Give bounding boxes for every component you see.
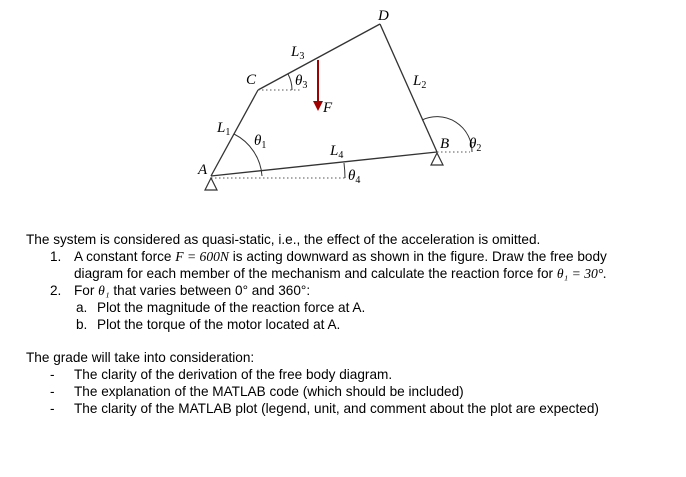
item-1-number: 1. — [50, 249, 62, 264]
sub-b-number: b. — [76, 317, 88, 332]
grade-bullet-1: - — [50, 367, 55, 382]
label-theta1: $\theta_1$ — [254, 133, 267, 151]
ground-support-a — [205, 178, 217, 190]
ground-support-b — [431, 153, 443, 165]
item-2-line: For θ₁ that varies between 0° and 360°: — [74, 283, 311, 298]
label-l2: $L_2$ — [413, 73, 427, 91]
sub-a-text: Plot the magnitude of the reaction force at A. — [97, 300, 366, 315]
item-2-number: 2. — [50, 283, 62, 298]
label-theta2: $\theta_2$ — [469, 136, 482, 154]
label-b: B — [440, 136, 450, 152]
grade-item-3: The clarity of the MATLAB plot (legend, unit, and comment about the plot are expected) — [74, 401, 599, 416]
label-d: D — [378, 8, 389, 24]
mechanism-diagram — [0, 0, 686, 225]
sub-a-number: a. — [76, 300, 88, 315]
label-l3: $L_3$ — [291, 44, 305, 62]
link-l2 — [380, 24, 437, 152]
label-l4: $L_4$ — [330, 143, 344, 161]
grade-intro: The grade will take into consideration: — [26, 350, 255, 365]
item-1-line-1: A constant force F = 600N is acting downward as shown in the figure. Draw the free body — [74, 249, 607, 264]
grade-item-1: The clarity of the derivation of the free body diagram. — [74, 367, 393, 382]
link-l4 — [211, 152, 437, 176]
label-theta3: $\theta_3$ — [295, 73, 308, 91]
grade-bullet-2: - — [50, 384, 55, 399]
theta3-arc — [288, 74, 292, 90]
label-a: A — [198, 162, 208, 178]
theta4-arc — [344, 163, 345, 178]
label-c: C — [246, 72, 257, 88]
intro-text: The system is considered as quasi-static, i.e., the effect of the acceleration is omitted. — [26, 232, 541, 247]
sub-b-text: Plot the torque of the motor located at A. — [97, 317, 341, 332]
grade-bullet-3: - — [50, 401, 55, 416]
label-theta4: $\theta_4$ — [348, 168, 361, 186]
grade-item-2: The explanation of the MATLAB code (which should be included) — [74, 384, 464, 399]
label-f: F — [323, 100, 333, 116]
label-l1: $L_1$ — [217, 120, 231, 138]
item-1-line-2: diagram for each member of the mechanism and calculate the reaction force for θ₁ = 30°. — [74, 266, 607, 281]
